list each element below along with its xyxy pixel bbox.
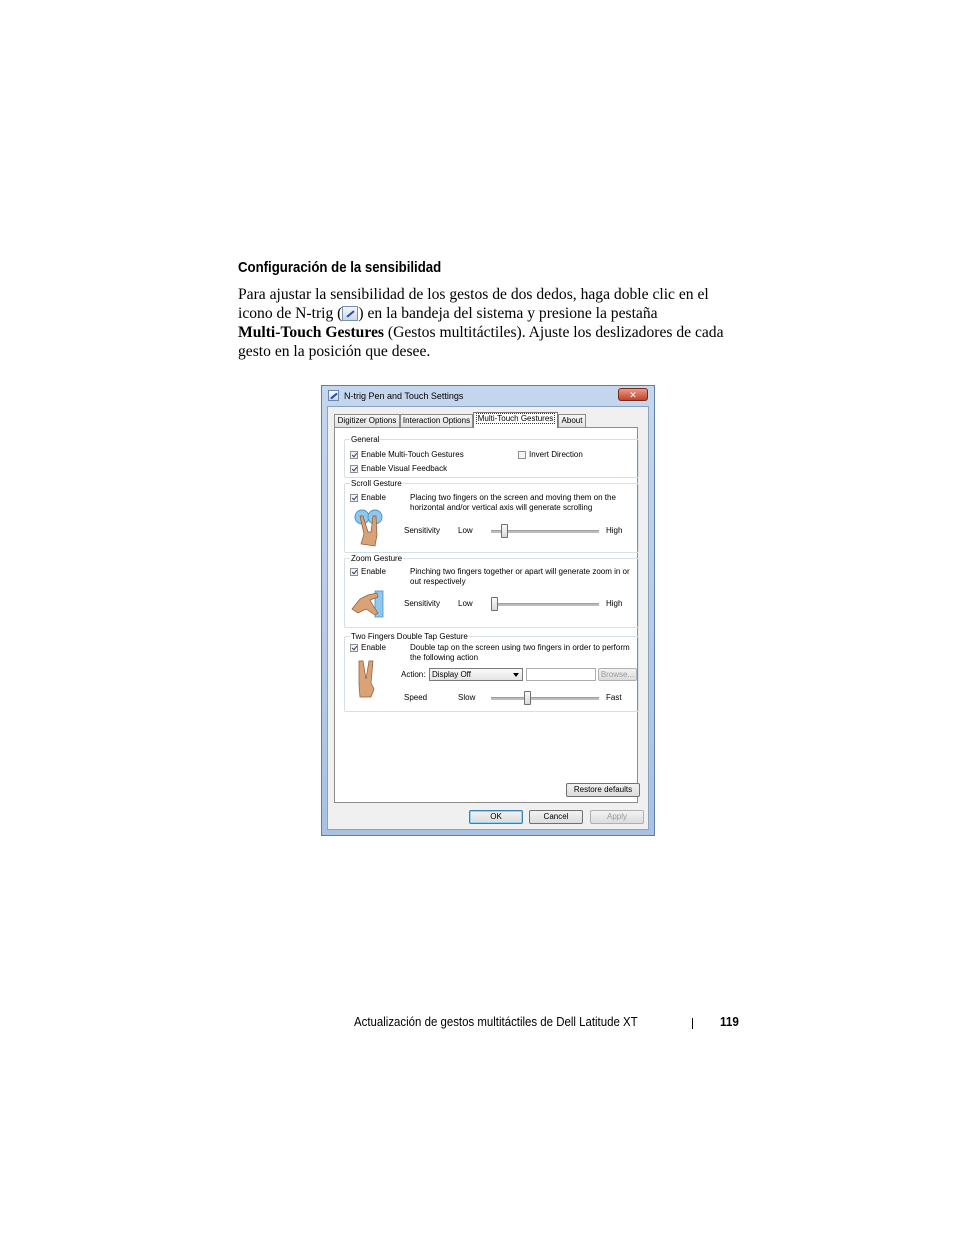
section-heading: Configuración de la sensibilidad bbox=[238, 259, 442, 276]
double-tap-description: Double tap on the screen using two fingers in order to perform the following action bbox=[410, 643, 630, 662]
zoom-low-label: Low bbox=[458, 599, 473, 608]
action-dropdown[interactable]: Display Off bbox=[429, 668, 523, 681]
paragraph-line-2: icono de N-trig ( ) en la bandeja del sistema y presione la pestaña bbox=[238, 305, 658, 322]
zoom-high-label: High bbox=[606, 599, 623, 608]
ntrig-settings-dialog bbox=[321, 385, 655, 836]
paragraph-line-1: Para ajustar la sensibilidad de los gestos de dos dedos, haga doble clic en el bbox=[238, 286, 709, 303]
scroll-gesture-hand-icon bbox=[353, 508, 385, 548]
speed-label: Speed bbox=[404, 693, 428, 702]
chevron-down-icon bbox=[513, 673, 519, 677]
general-group-label: General bbox=[351, 435, 380, 444]
zoom-gesture-hand-icon bbox=[350, 587, 390, 619]
zoom-group-label: Zoom Gesture bbox=[351, 554, 403, 563]
checkbox-check bbox=[518, 451, 526, 459]
zoom-sensitivity-label: Sensitivity bbox=[404, 599, 441, 608]
ok-button[interactable]: OK bbox=[469, 810, 523, 824]
tab-about[interactable]: About bbox=[558, 414, 586, 427]
visual-feedback-checkbox[interactable]: Enable Visual Feedback bbox=[350, 464, 447, 474]
zoom-sensitivity-track bbox=[491, 603, 599, 606]
footer-chapter-title: Actualización de gestos multitáctiles de Dell Latitude XT bbox=[354, 1014, 638, 1029]
ntrig-tray-icon bbox=[342, 306, 358, 321]
speed-slider[interactable] bbox=[524, 691, 531, 705]
action-path-input[interactable] bbox=[526, 668, 596, 681]
paragraph-line-3: Multi-Touch Gestures (Gestos multitáctiles). Ajuste los deslizadores de cada bbox=[238, 324, 724, 341]
dialog-titlebar[interactable] bbox=[322, 386, 654, 406]
speed-slow-label: Slow bbox=[458, 693, 476, 702]
scroll-high-label: High bbox=[606, 526, 623, 535]
checkbox-check bbox=[350, 465, 358, 473]
close-button[interactable]: ✕ bbox=[618, 388, 648, 401]
footer-separator bbox=[692, 1018, 693, 1029]
restore-defaults-button[interactable]: Restore defaults bbox=[566, 783, 640, 797]
scroll-sensitivity-slider[interactable] bbox=[501, 524, 508, 538]
dialog-client-area bbox=[327, 406, 649, 830]
instructions-paragraph bbox=[238, 285, 738, 361]
scroll-enable-checkbox[interactable]: Enable bbox=[350, 493, 386, 503]
tab-interaction-options[interactable]: Interaction Options bbox=[400, 414, 473, 427]
double-tap-group-label: Two Fingers Double Tap Gesture bbox=[351, 632, 468, 641]
scroll-sensitivity-label: Sensitivity bbox=[404, 526, 441, 535]
speed-fast-label: Fast bbox=[606, 693, 622, 702]
ntrig-app-icon bbox=[328, 390, 339, 401]
scroll-group-label: Scroll Gesture bbox=[351, 479, 402, 488]
zoom-gesture-group bbox=[344, 554, 639, 628]
general-group bbox=[344, 435, 639, 478]
scroll-description: Placing two fingers on the screen and moving them on the horizontal and/or vertical axis will generate scrolling bbox=[410, 493, 616, 512]
multi-touch-panel bbox=[334, 427, 638, 803]
double-tap-gesture-group bbox=[344, 632, 639, 712]
checkbox-check bbox=[350, 644, 358, 652]
apply-button[interactable]: Apply bbox=[590, 810, 644, 824]
zoom-description: Pinching two fingers together or apart will generate zoom in or out respectively bbox=[410, 567, 630, 586]
scroll-low-label: Low bbox=[458, 526, 473, 535]
checkbox-check bbox=[350, 568, 358, 576]
double-tap-hand-icon bbox=[353, 659, 381, 699]
speed-track bbox=[491, 697, 599, 700]
dialog-title: N-trig Pen and Touch Settings bbox=[344, 391, 464, 401]
checkbox-check bbox=[350, 451, 358, 459]
scroll-gesture-group bbox=[344, 479, 639, 553]
tab-name-bold: Multi-Touch Gestures bbox=[238, 324, 384, 341]
tab-digitizer-options[interactable]: Digitizer Options bbox=[334, 414, 400, 427]
double-tap-enable-checkbox[interactable]: Enable bbox=[350, 643, 386, 653]
tab-multi-touch-gestures[interactable]: Multi-Touch Gestures bbox=[473, 412, 558, 428]
cancel-button[interactable]: Cancel bbox=[529, 810, 583, 824]
action-label: Action: bbox=[401, 670, 426, 679]
browse-button[interactable]: Browse... bbox=[598, 668, 637, 681]
zoom-enable-checkbox[interactable]: Enable bbox=[350, 567, 386, 577]
enable-multitouch-checkbox[interactable]: Enable Multi-Touch Gestures bbox=[350, 450, 464, 460]
invert-direction-checkbox[interactable]: Invert Direction bbox=[518, 450, 583, 460]
paragraph-line-4: gesto en la posición que desee. bbox=[238, 343, 431, 360]
page-number: 119 bbox=[720, 1014, 739, 1029]
zoom-sensitivity-slider[interactable] bbox=[491, 597, 498, 611]
checkbox-check bbox=[350, 494, 358, 502]
